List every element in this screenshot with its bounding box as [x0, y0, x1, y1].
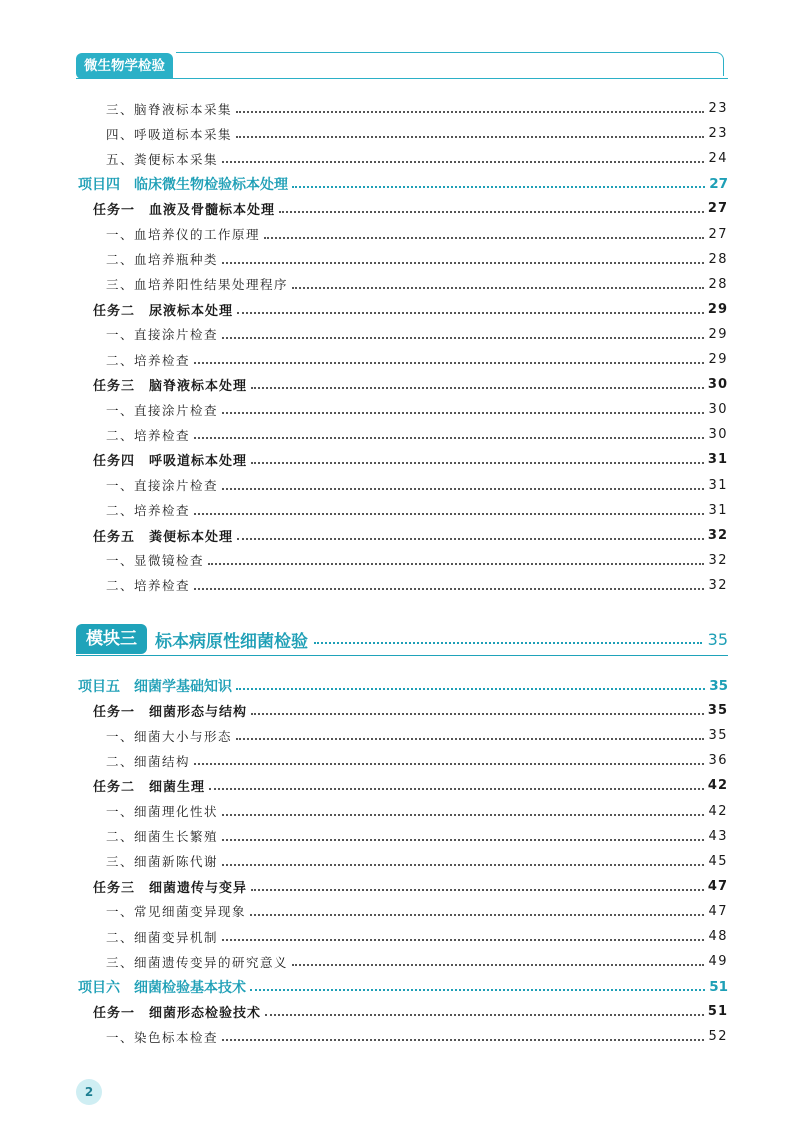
toc-task[interactable]: [0, 523, 728, 548]
header-rule: [176, 52, 724, 76]
dot-leader: [251, 461, 704, 464]
toc-label: 三、脑脊液标本采集: [106, 101, 233, 117]
dot-leader: [194, 587, 704, 590]
toc-label: 任务二 尿液标本处理: [93, 303, 234, 319]
toc-label: 任务五 粪便标本处理: [93, 529, 234, 545]
dot-leader: [222, 813, 704, 816]
toc-page-number: 29: [707, 301, 728, 317]
toc-page-number: 35: [708, 728, 728, 744]
dot-leader: [209, 787, 704, 790]
dot-leader: [251, 712, 704, 715]
dot-leader: [222, 261, 704, 264]
toc-page-number: 27: [709, 175, 728, 192]
toc-item[interactable]: [0, 322, 728, 347]
toc-item[interactable]: [0, 96, 728, 121]
dot-leader: [194, 762, 704, 765]
toc-item[interactable]: [0, 347, 728, 372]
toc-page-number: 49: [708, 954, 728, 970]
toc-item[interactable]: [0, 548, 728, 573]
dot-leader: [222, 1038, 704, 1041]
toc-item[interactable]: [0, 824, 728, 849]
toc-page-number: 35: [707, 703, 728, 719]
toc-item[interactable]: [0, 272, 728, 297]
toc-page-number: 27: [707, 201, 728, 217]
dot-leader: [194, 361, 704, 364]
toc-page-number: 23: [708, 101, 728, 116]
toc-label: 二、培养检查: [106, 352, 191, 368]
dot-leader: [208, 562, 704, 565]
toc-page-number: 31: [708, 477, 728, 493]
dot-leader: [251, 386, 704, 389]
toc-label: 任务三 脑脊液标本处理: [93, 379, 248, 395]
toc-page-number: 28: [708, 276, 728, 292]
toc-label: 三、细菌遗传变异的研究意义: [106, 954, 289, 970]
toc-task[interactable]: [0, 372, 728, 397]
toc-label: 二、细菌变异机制: [106, 929, 219, 945]
dot-leader: [292, 185, 705, 188]
toc-page-number: 30: [707, 377, 728, 393]
toc-page-number: 28: [708, 251, 728, 267]
toc-label: 二、培养检查: [106, 503, 191, 519]
toc-label: 任务四 呼吸道标本处理: [93, 454, 248, 470]
toc-item[interactable]: [0, 849, 728, 874]
toc-page-number: 51: [707, 1004, 728, 1020]
dot-leader: [250, 913, 704, 916]
toc-page-number: 43: [708, 828, 728, 844]
toc-task[interactable]: [0, 773, 728, 798]
toc-page-number: 45: [708, 853, 728, 869]
toc-page-number: 24: [708, 151, 728, 167]
toc-label: 一、血培养仪的工作原理: [106, 227, 261, 242]
dot-leader: [236, 135, 704, 138]
toc-label: 二、血培养瓶种类: [106, 252, 219, 268]
toc-item[interactable]: [0, 799, 728, 824]
toc-task[interactable]: [0, 698, 728, 723]
toc-page-number: 52: [708, 1029, 728, 1045]
module-underline: [76, 655, 728, 656]
dot-leader: [194, 436, 704, 439]
toc-page-number: 36: [708, 753, 728, 769]
toc-item[interactable]: [0, 748, 728, 773]
toc-label: 四、呼吸道标本采集: [106, 126, 233, 142]
dot-leader: [265, 1013, 704, 1016]
dot-leader: [222, 838, 704, 841]
toc-label: 任务二 细菌生理: [93, 780, 206, 796]
toc-page-number: 27: [708, 226, 728, 242]
dot-leader: [292, 286, 704, 289]
toc-page-number: 47: [708, 903, 728, 919]
toc-label: 一、染色标本检查: [106, 1029, 219, 1045]
toc-project[interactable]: [0, 974, 728, 999]
header-underline: [76, 78, 728, 79]
toc-label: 二、培养检查: [106, 578, 191, 594]
toc-page-number: 32: [707, 527, 728, 543]
toc-task[interactable]: [0, 999, 728, 1024]
module-title: 标本病原性细菌检验: [155, 631, 308, 652]
dot-leader: [314, 642, 702, 644]
toc-page-number: 48: [708, 929, 728, 944]
dot-leader: [237, 537, 704, 540]
toc-page-number: 31: [707, 452, 728, 468]
dot-leader: [222, 938, 704, 941]
dot-leader: [237, 311, 704, 314]
toc-item[interactable]: [0, 422, 728, 447]
toc-page-number: 32: [708, 577, 728, 593]
toc-label: 任务一 血液及骨髓标本处理: [93, 203, 276, 219]
dot-leader: [222, 336, 704, 339]
toc-label: 一、直接涂片检查: [106, 402, 219, 418]
toc-item[interactable]: [0, 573, 728, 598]
toc-label: 项目四 临床微生物检验标本处理: [78, 176, 288, 193]
dot-leader: [222, 863, 704, 866]
toc-label: 二、细菌生长繁殖: [106, 829, 219, 845]
toc-page-number: 29: [708, 326, 728, 342]
toc-label: 一、常见细菌变异现象: [106, 904, 247, 920]
toc-label: 一、直接涂片检查: [106, 478, 219, 493]
dot-leader: [236, 687, 705, 690]
module-page-number: 35: [707, 629, 728, 649]
toc-task[interactable]: [0, 874, 728, 899]
dot-leader: [251, 888, 704, 891]
toc-item[interactable]: [0, 146, 728, 171]
toc-label: 一、直接涂片检查: [106, 327, 219, 343]
toc-item[interactable]: [0, 723, 728, 748]
toc-task[interactable]: [0, 297, 728, 322]
toc-label: 一、显微镜检查: [106, 553, 205, 569]
toc-item[interactable]: [0, 899, 728, 924]
toc-page-number: 47: [707, 878, 728, 894]
toc-page-number: 51: [709, 978, 728, 995]
dot-leader: [264, 236, 704, 239]
dot-leader: [250, 988, 705, 991]
toc-task[interactable]: [0, 447, 728, 472]
toc-page-number: 42: [707, 778, 728, 794]
toc-task[interactable]: [0, 196, 728, 221]
toc-label: 一、细菌理化性状: [106, 804, 219, 819]
toc-label: 一、细菌大小与形态: [106, 728, 233, 744]
toc-item[interactable]: [0, 247, 728, 272]
dot-leader: [222, 411, 704, 414]
toc-page-number: 29: [708, 352, 728, 367]
dot-leader: [194, 512, 704, 515]
toc-project[interactable]: [0, 673, 728, 698]
header-title: 微生物学检验: [76, 53, 173, 79]
toc-page-number: 30: [708, 427, 728, 443]
module-tag: 模块三: [76, 624, 147, 654]
toc-page-number: 42: [708, 803, 728, 819]
toc-label: 三、细菌新陈代谢: [106, 854, 219, 870]
toc-item[interactable]: [0, 397, 728, 422]
dot-leader: [236, 110, 704, 113]
toc-item[interactable]: [0, 949, 728, 974]
toc-label: 任务三 细菌遗传与变异: [93, 880, 248, 896]
dot-leader: [222, 487, 704, 490]
toc-item[interactable]: [0, 473, 728, 498]
toc-page-number: 32: [708, 552, 728, 568]
toc-label: 五、粪便标本采集: [106, 151, 219, 167]
dot-leader: [236, 737, 704, 740]
toc-page-number: 35: [709, 677, 728, 694]
toc-item[interactable]: [0, 498, 728, 523]
toc-label: 二、培养检查: [106, 427, 191, 443]
toc-label: 任务一 细菌形态与结构: [93, 705, 248, 721]
toc-page-number: 23: [708, 126, 728, 142]
toc-label: 项目六 细菌检验基本技术: [78, 979, 246, 996]
toc-label: 二、细菌结构: [106, 753, 191, 769]
toc-label: 项目五 细菌学基础知识: [78, 678, 232, 695]
toc-page-number: 30: [708, 402, 728, 418]
module-heading[interactable]: [76, 622, 728, 656]
toc-item[interactable]: [0, 121, 728, 146]
toc-item[interactable]: [0, 1024, 728, 1049]
toc-page-number: 31: [708, 502, 728, 518]
toc-item[interactable]: [0, 924, 728, 949]
toc-label: 任务一 细菌形态检验技术: [93, 1006, 262, 1022]
dot-leader: [279, 210, 704, 213]
toc-project[interactable]: [0, 171, 728, 196]
page-number-badge: 2: [76, 1079, 102, 1105]
toc-label: 三、血培养阳性结果处理程序: [106, 277, 289, 293]
toc-item[interactable]: [0, 222, 728, 247]
dot-leader: [222, 160, 704, 163]
dot-leader: [292, 963, 704, 966]
